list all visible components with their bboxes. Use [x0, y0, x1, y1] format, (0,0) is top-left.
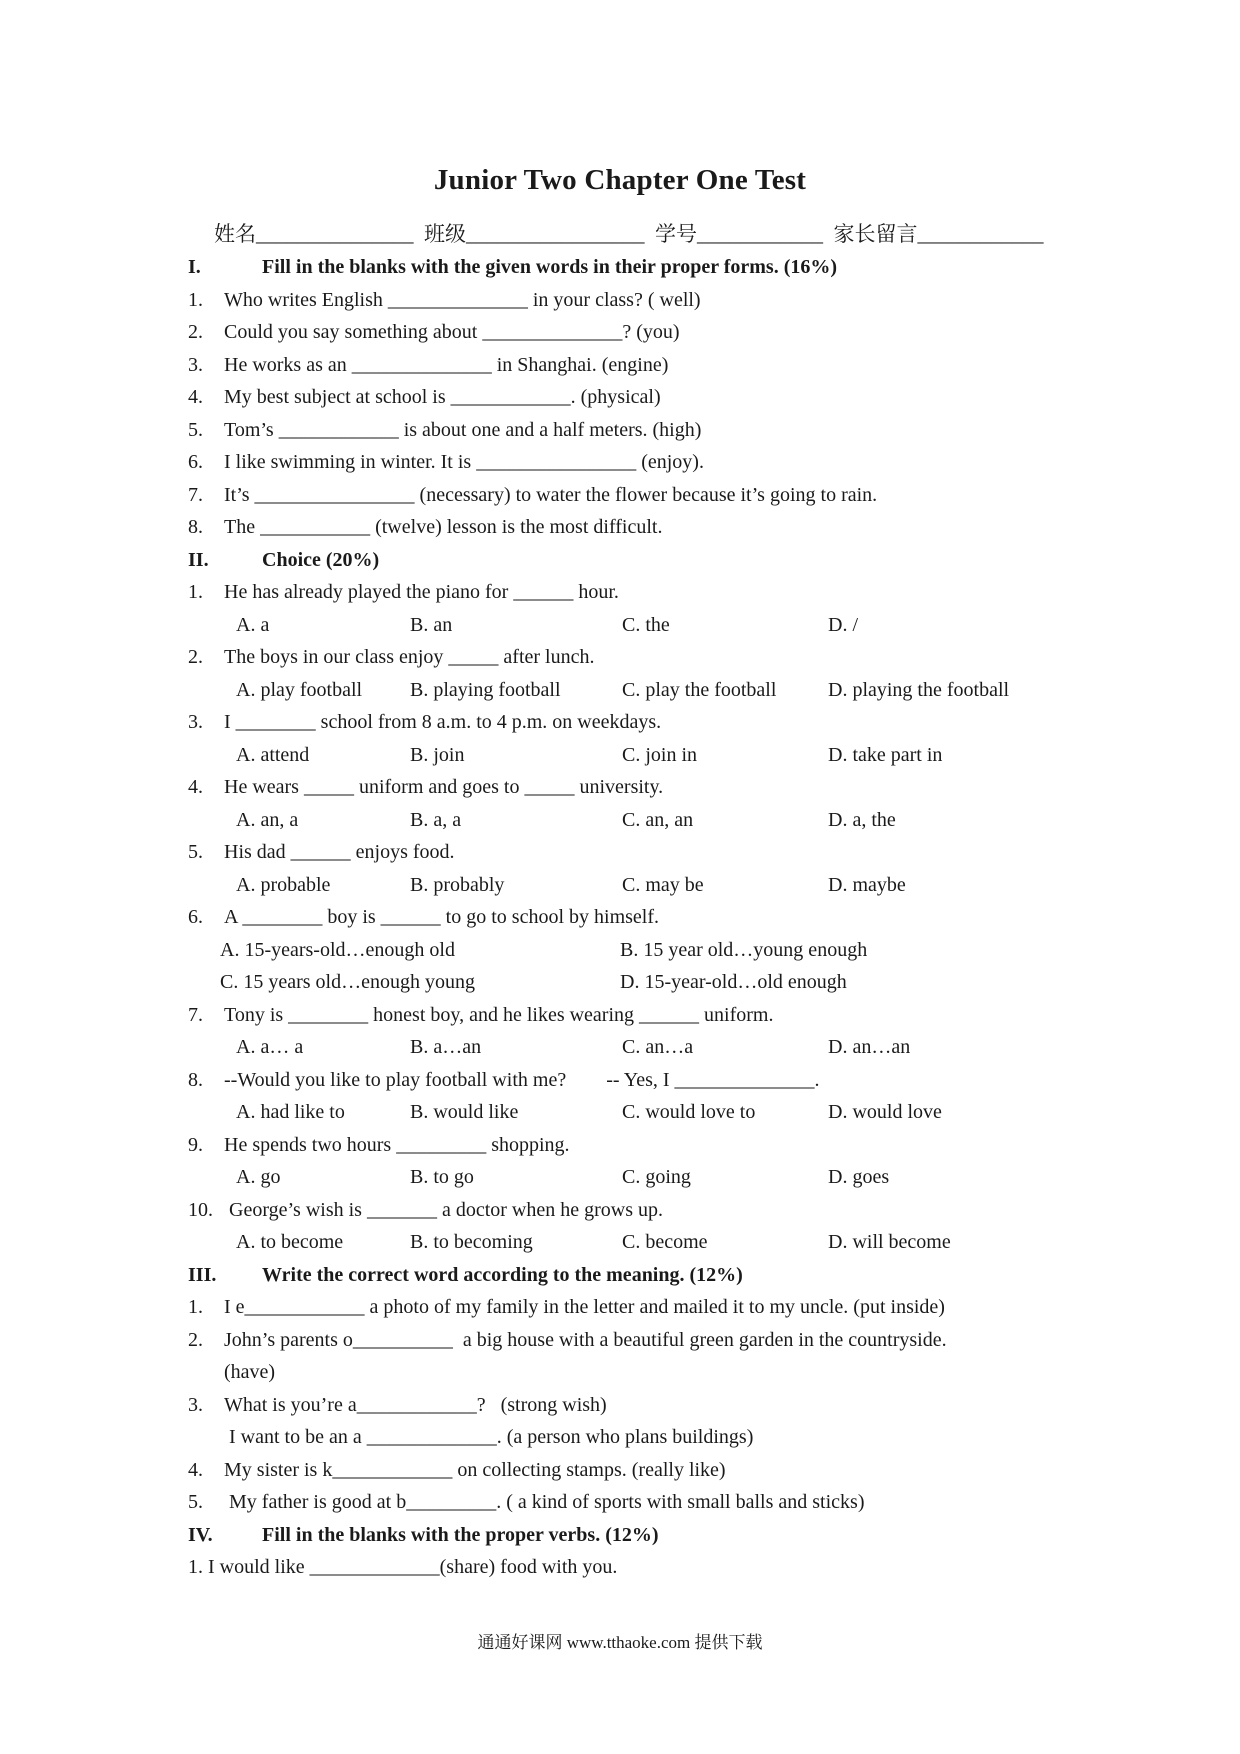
answer-option: B. to go — [410, 1166, 474, 1188]
answer-option: C. 15 years old…enough young — [220, 971, 475, 993]
answer-option: B. a…an — [410, 1036, 482, 1058]
answer-option: A. had like to — [236, 1101, 345, 1123]
answer-option: D. take part in — [828, 743, 943, 766]
question-text: What is you’re a____________? (strong wish) — [224, 1393, 607, 1416]
section-heading: Choice (20%) — [262, 548, 380, 571]
question-text: The ___________ (twelve) lesson is the most difficult. — [224, 516, 663, 538]
question-number: 7. — [188, 1003, 203, 1026]
question-text: Who writes English ______________ in your class? ( well) — [224, 288, 701, 311]
question-text: My best subject at school is ____________. (physical) — [224, 386, 661, 408]
answer-option: B. join — [410, 743, 465, 766]
answer-option: D. playing the football — [828, 678, 1010, 701]
question-number: 3. — [188, 353, 203, 376]
question-number: 7. — [188, 483, 203, 506]
answer-option: C. become — [622, 1231, 708, 1253]
section-heading: Write the correct word according to the meaning. (12%) — [262, 1263, 743, 1286]
answer-option: C. join in — [622, 743, 698, 766]
answer-option: C. the — [622, 613, 670, 636]
section-number: I. — [188, 256, 201, 278]
question-number: 1. — [188, 288, 203, 311]
answer-option: C. an…a — [622, 1036, 694, 1058]
question-text: I ________ school from 8 a.m. to 4 p.m. on weekdays. — [224, 711, 662, 733]
answer-option: B. an — [410, 613, 453, 636]
answer-option: A. to become — [236, 1231, 344, 1253]
answer-option: B. would like — [410, 1101, 519, 1123]
answer-option: C. an, an — [622, 808, 694, 831]
answer-option: D. goes — [828, 1166, 890, 1188]
answer-option: A. 15-years-old…enough old — [220, 938, 455, 961]
student-info-line: 姓名_______________ 班级_________________ 学号____________ 家长留言____________ — [214, 222, 1044, 246]
answer-option: D. 15-year-old…old enough — [620, 971, 847, 993]
answer-option: C. play the football — [622, 678, 777, 701]
question-text: A ________ boy is ______ to go to school by himself. — [224, 906, 659, 928]
question-number: 6. — [188, 906, 203, 928]
question-text: I e____________ a photo of my family in the letter and mailed it to my uncle. (put inside) — [224, 1296, 945, 1318]
question-text: --Would you like to play football with me? -- Yes, I ______________. — [224, 1068, 820, 1091]
question-number: 5. — [188, 841, 203, 863]
answer-option: A. an, a — [236, 808, 299, 831]
question-number: 5. — [188, 1491, 203, 1513]
answer-option: A. go — [236, 1166, 281, 1188]
question-number: 4. — [188, 386, 203, 408]
question-text: He spends two hours _________ shopping. — [224, 1133, 570, 1156]
answer-option: D. an…an — [828, 1036, 911, 1058]
question-text: The boys in our class enjoy _____ after lunch. — [224, 646, 595, 668]
question-text: I like swimming in winter. It is ________________ (enjoy). — [224, 451, 704, 473]
question-text: He wears _____ uniform and goes to _____ university. — [224, 776, 664, 798]
question-number: 4. — [188, 1458, 203, 1481]
question-number: 8. — [188, 1068, 203, 1091]
question-text: George’s wish is _______ a doctor when he grows up. — [224, 1198, 664, 1221]
question-text: He works as an ______________ in Shanghai. (engine) — [224, 353, 669, 376]
question-text: His dad ______ enjoys food. — [224, 841, 455, 863]
answer-option: B. playing football — [410, 678, 561, 701]
question-number: 10. — [188, 1198, 213, 1221]
question-text: My father is good at b_________. ( a kind of sports with small balls and sticks) — [224, 1491, 865, 1513]
answer-option: A. a… a — [236, 1036, 304, 1058]
question-number: 9. — [188, 1133, 203, 1156]
section-number: IV. — [188, 1523, 213, 1546]
question-continuation: (have) — [224, 1361, 276, 1383]
answer-option: B. a, a — [410, 808, 462, 831]
question-number: 3. — [188, 711, 203, 733]
question-text: It’s ________________ (necessary) to water the flower because it’s going to rain. — [224, 483, 878, 506]
answer-option: C. would love to — [622, 1101, 756, 1123]
answer-option: D. a, the — [828, 808, 896, 831]
page-title: Junior Two Chapter One Test — [433, 164, 807, 196]
answer-option: D. will become — [828, 1231, 951, 1253]
answer-option: B. to becoming — [410, 1231, 533, 1253]
question-text: He has already played the piano for ______ hour. — [224, 581, 619, 603]
section-heading: Fill in the blanks with the proper verbs. (12%) — [262, 1523, 659, 1546]
answer-option: A. play football — [236, 678, 363, 701]
section-number: II. — [188, 548, 209, 571]
question-continuation: I want to be an a _____________. (a person who plans buildings) — [224, 1426, 754, 1448]
answer-option: D. would love — [828, 1101, 942, 1123]
answer-option: B. 15 year old…young enough — [620, 938, 868, 961]
question-number: 6. — [188, 451, 203, 473]
question-number: 2. — [188, 1328, 203, 1351]
answer-option: A. probable — [236, 873, 331, 896]
answer-option: D. / — [828, 613, 858, 636]
question-number: 1. — [188, 581, 203, 603]
question-number: 2. — [188, 321, 203, 343]
section-number: III. — [188, 1263, 217, 1286]
answer-option: A. attend — [236, 743, 310, 766]
question-number: 1. — [188, 1296, 203, 1318]
question-text: 1. I would like _____________(share) food with you. — [188, 1556, 618, 1578]
question-number: 2. — [188, 646, 203, 668]
answer-option: B. probably — [410, 873, 505, 896]
question-text: My sister is k____________ on collecting stamps. (really like) — [224, 1458, 726, 1481]
answer-option: C. going — [622, 1166, 691, 1188]
question-text: Tom’s ____________ is about one and a half meters. (high) — [224, 418, 702, 441]
question-number: 3. — [188, 1393, 203, 1416]
question-number: 5. — [188, 418, 203, 441]
answer-option: C. may be — [622, 873, 704, 896]
question-number: 4. — [188, 776, 203, 798]
question-text: John’s parents o__________ a big house with a beautiful green garden in the countryside. — [224, 1328, 947, 1351]
question-text: Could you say something about ______________? (you) — [224, 321, 680, 343]
answer-option: D. maybe — [828, 873, 906, 896]
section-heading: Fill in the blanks with the given words in their proper forms. (16%) — [262, 256, 838, 278]
answer-option: A. a — [236, 613, 270, 636]
question-number: 8. — [188, 516, 203, 538]
question-text: Tony is ________ honest boy, and he likes wearing ______ uniform. — [224, 1003, 774, 1026]
page-footer: 通通好课网 www.tthaoke.com 提供下载 — [477, 1633, 763, 1652]
